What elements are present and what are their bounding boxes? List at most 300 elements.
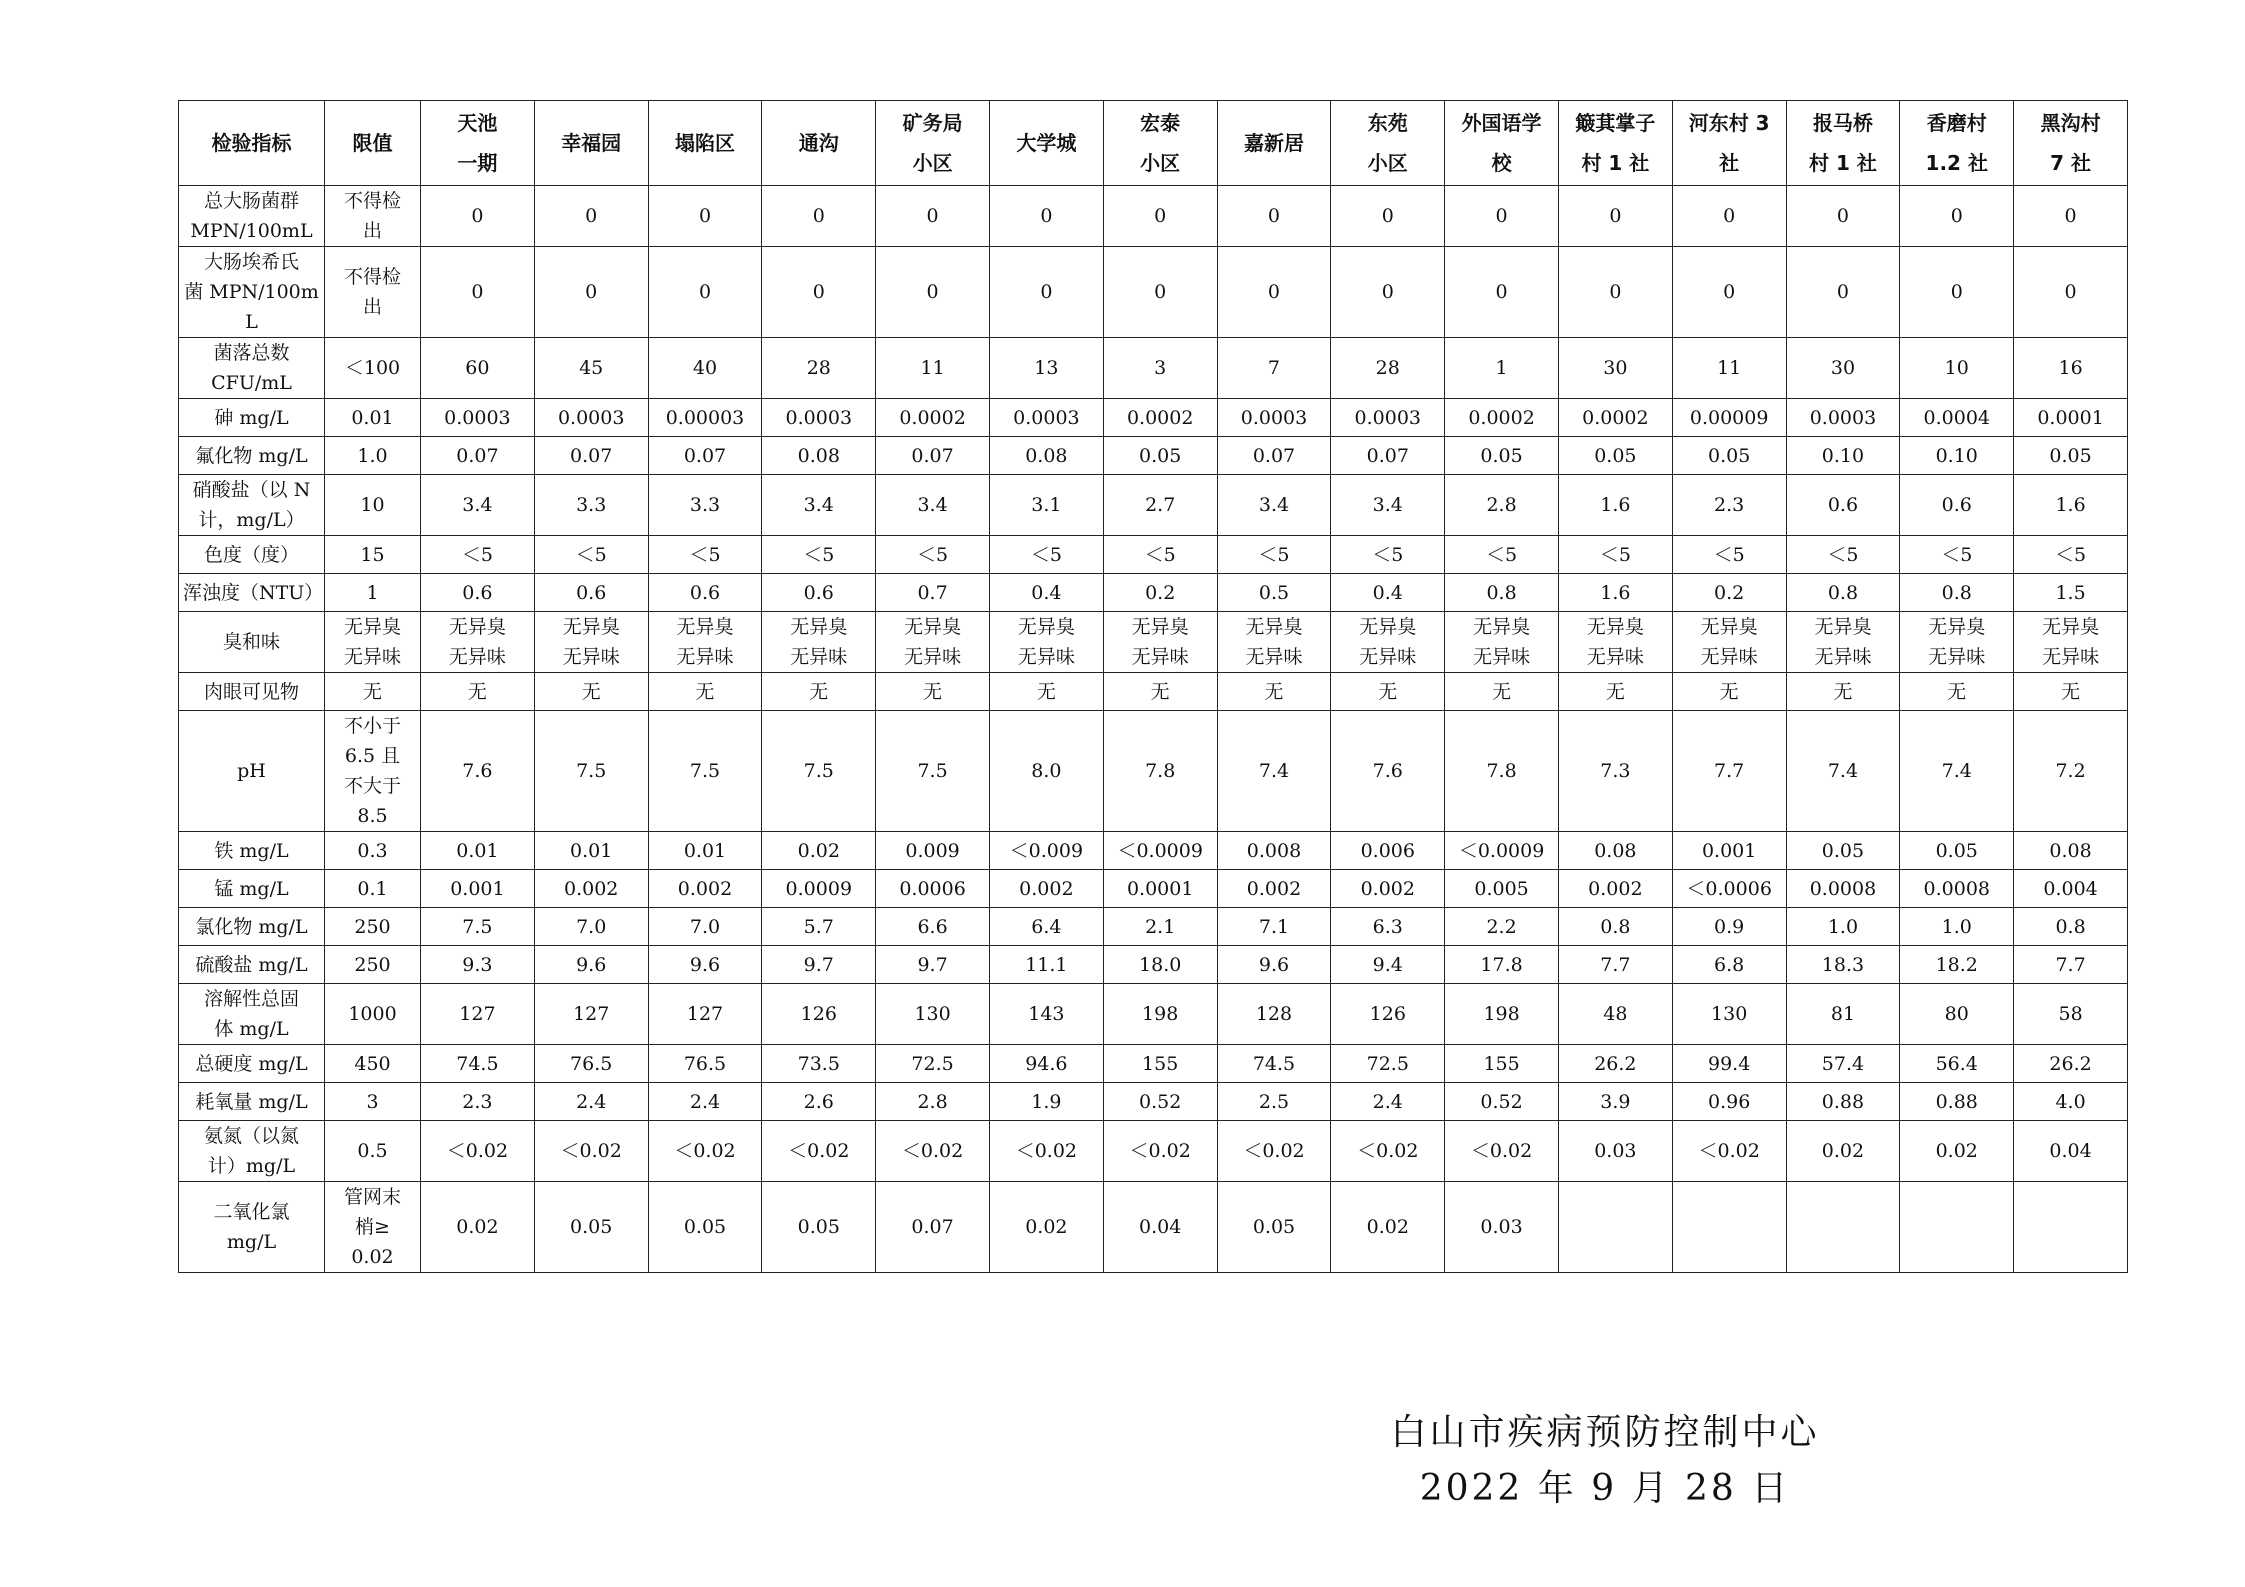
table-cell: ＜5 xyxy=(2014,536,2128,574)
table-cell: 0.88 xyxy=(1786,1083,1900,1121)
table-cell: ＜5 xyxy=(876,536,990,574)
table-cell: 0.8 xyxy=(1558,908,1672,946)
row-limit: 250 xyxy=(325,908,421,946)
table-cell: 无 xyxy=(2014,673,2128,711)
table-cell: 2.7 xyxy=(1103,475,1217,536)
table-cell: 4.0 xyxy=(2014,1083,2128,1121)
table-cell: 0 xyxy=(1217,247,1331,338)
table-cell: 30 xyxy=(1786,338,1900,399)
table-cell: 无 xyxy=(989,673,1103,711)
table-cell: 0.002 xyxy=(534,870,648,908)
table-cell: 无异臭 无异味 xyxy=(1900,612,2014,673)
table-cell: ＜0.02 xyxy=(1672,1121,1786,1182)
table-cell: 2.6 xyxy=(762,1083,876,1121)
table-cell: 94.6 xyxy=(989,1045,1103,1083)
table-cell: 0.0001 xyxy=(2014,399,2128,437)
table-cell: 无 xyxy=(762,673,876,711)
table-cell: 0.0002 xyxy=(1445,399,1559,437)
table-cell: 13 xyxy=(989,338,1103,399)
row-limit: ＜100 xyxy=(325,338,421,399)
table-cell: 0.001 xyxy=(421,870,535,908)
table-cell: 60 xyxy=(421,338,535,399)
table-cell: 0.0003 xyxy=(421,399,535,437)
table-cell: ＜5 xyxy=(1558,536,1672,574)
table-cell: 7.7 xyxy=(1672,711,1786,832)
row-limit: 1 xyxy=(325,574,421,612)
table-cell: 9.6 xyxy=(648,946,762,984)
table-cell: 1.0 xyxy=(1786,908,1900,946)
table-cell: ＜0.0006 xyxy=(1672,870,1786,908)
table-cell: 72.5 xyxy=(876,1045,990,1083)
table-cell: 0.002 xyxy=(648,870,762,908)
header-site: 天池 一期 xyxy=(421,101,535,186)
table-cell: 2.8 xyxy=(876,1083,990,1121)
table-cell: 0 xyxy=(1672,186,1786,247)
table-cell: 9.6 xyxy=(534,946,648,984)
table-cell: 30 xyxy=(1558,338,1672,399)
table-cell: 11.1 xyxy=(989,946,1103,984)
table-cell: 99.4 xyxy=(1672,1045,1786,1083)
table-cell: 0.05 xyxy=(534,1182,648,1273)
table-cell: 7.5 xyxy=(876,711,990,832)
table-cell: 0.6 xyxy=(762,574,876,612)
table-cell: 7.3 xyxy=(1558,711,1672,832)
table-cell: 7.0 xyxy=(534,908,648,946)
table-cell: 0.05 xyxy=(2014,437,2128,475)
table-cell: 76.5 xyxy=(648,1045,762,1083)
table-cell: 无异臭 无异味 xyxy=(1103,612,1217,673)
table-cell: 0.002 xyxy=(989,870,1103,908)
row-limit: 不得检 出 xyxy=(325,186,421,247)
table-body xyxy=(179,186,2128,1273)
table-cell: 0 xyxy=(876,247,990,338)
row-limit: 250 xyxy=(325,946,421,984)
row-label: 溶解性总固 体 mg/L xyxy=(179,984,325,1045)
table-cell: 0.0003 xyxy=(762,399,876,437)
table-cell: 2.3 xyxy=(1672,475,1786,536)
table-row xyxy=(179,908,2128,946)
table-cell: 1.6 xyxy=(2014,475,2128,536)
table-cell: 0 xyxy=(762,186,876,247)
table-cell: 0.8 xyxy=(1445,574,1559,612)
table-cell: 0 xyxy=(989,247,1103,338)
table-cell: 0 xyxy=(1558,247,1672,338)
table-cell: 3.4 xyxy=(1331,475,1445,536)
table-cell: 2.4 xyxy=(648,1083,762,1121)
table-cell: 无异臭 无异味 xyxy=(762,612,876,673)
table-cell: 7.8 xyxy=(1445,711,1559,832)
table-cell: 130 xyxy=(1672,984,1786,1045)
table-cell: 2.1 xyxy=(1103,908,1217,946)
table-cell: 7.1 xyxy=(1217,908,1331,946)
row-label: 色度（度） xyxy=(179,536,325,574)
table-cell: 0.2 xyxy=(1103,574,1217,612)
table-cell: 0 xyxy=(1331,186,1445,247)
table-cell: 无异臭 无异味 xyxy=(1331,612,1445,673)
table-cell: 7.5 xyxy=(648,711,762,832)
table-cell: 0.002 xyxy=(1558,870,1672,908)
table-cell: 1.5 xyxy=(2014,574,2128,612)
table-row xyxy=(179,1083,2128,1121)
table-cell: 11 xyxy=(1672,338,1786,399)
table-cell: 0 xyxy=(1217,186,1331,247)
table-cell: 3.4 xyxy=(1217,475,1331,536)
row-limit: 不得检 出 xyxy=(325,247,421,338)
table-cell: ＜5 xyxy=(1217,536,1331,574)
row-label: 氯化物 mg/L xyxy=(179,908,325,946)
table-cell: 无 xyxy=(648,673,762,711)
table-cell: 0 xyxy=(534,247,648,338)
table-cell: 3.4 xyxy=(876,475,990,536)
header-site: 幸福园 xyxy=(534,101,648,186)
table-cell: 0.8 xyxy=(1900,574,2014,612)
table-cell: 0.07 xyxy=(876,437,990,475)
table-cell: 无异臭 无异味 xyxy=(1217,612,1331,673)
table-cell: 0.07 xyxy=(421,437,535,475)
table-cell: 56.4 xyxy=(1900,1045,2014,1083)
table-cell: 无异臭 无异味 xyxy=(876,612,990,673)
table-cell: 0.004 xyxy=(2014,870,2128,908)
table-cell: 130 xyxy=(876,984,990,1045)
table-cell: 0.05 xyxy=(1558,437,1672,475)
table-cell: ＜5 xyxy=(648,536,762,574)
table-row xyxy=(179,673,2128,711)
table-cell: 0.05 xyxy=(648,1182,762,1273)
table-cell: 2.2 xyxy=(1445,908,1559,946)
table-cell: 0 xyxy=(1445,247,1559,338)
table-cell: 0.6 xyxy=(534,574,648,612)
table-cell: 7.5 xyxy=(534,711,648,832)
row-limit: 1000 xyxy=(325,984,421,1045)
row-label: 浑浊度（NTU） xyxy=(179,574,325,612)
table-row xyxy=(179,1182,2128,1273)
table-cell: 76.5 xyxy=(534,1045,648,1083)
table-cell: 18.0 xyxy=(1103,946,1217,984)
table-cell: 6.3 xyxy=(1331,908,1445,946)
table-cell: 10 xyxy=(1900,338,2014,399)
table-cell: 126 xyxy=(1331,984,1445,1045)
table-cell: ＜0.02 xyxy=(648,1121,762,1182)
header-site: 矿务局 小区 xyxy=(876,101,990,186)
table-cell: 0.01 xyxy=(534,832,648,870)
table-cell xyxy=(2014,1182,2128,1273)
table-cell: 7.5 xyxy=(762,711,876,832)
table-cell: 5.7 xyxy=(762,908,876,946)
table-cell: 9.7 xyxy=(762,946,876,984)
table-cell: 0.0002 xyxy=(876,399,990,437)
header-site: 簸萁掌子 村 1 社 xyxy=(1558,101,1672,186)
table-cell xyxy=(1672,1182,1786,1273)
table-row xyxy=(179,984,2128,1045)
table-cell: ＜0.02 xyxy=(1445,1121,1559,1182)
row-limit: 10 xyxy=(325,475,421,536)
table-cell: 7.4 xyxy=(1786,711,1900,832)
table-cell: 2.3 xyxy=(421,1083,535,1121)
table-cell: 0.0008 xyxy=(1786,870,1900,908)
row-label: 大肠埃希氏 菌 MPN/100mL xyxy=(179,247,325,338)
table-cell: 0.05 xyxy=(762,1182,876,1273)
table-cell: 81 xyxy=(1786,984,1900,1045)
table-cell: ＜0.02 xyxy=(1217,1121,1331,1182)
table-cell: 45 xyxy=(534,338,648,399)
row-label: 氟化物 mg/L xyxy=(179,437,325,475)
table-cell: 198 xyxy=(1445,984,1559,1045)
table-cell: 26.2 xyxy=(1558,1045,1672,1083)
row-label: 锰 mg/L xyxy=(179,870,325,908)
table-cell: 0 xyxy=(762,247,876,338)
table-cell: 17.8 xyxy=(1445,946,1559,984)
table-cell: 0.0003 xyxy=(1217,399,1331,437)
table-cell: ＜5 xyxy=(1900,536,2014,574)
signature-block xyxy=(1390,1405,1820,1517)
table-cell: 0.4 xyxy=(989,574,1103,612)
table-cell: 0.07 xyxy=(1217,437,1331,475)
table-cell: 40 xyxy=(648,338,762,399)
table-cell: 28 xyxy=(1331,338,1445,399)
row-label: 硫酸盐 mg/L xyxy=(179,946,325,984)
table-cell: ＜0.02 xyxy=(876,1121,990,1182)
table-cell: 0.0003 xyxy=(1331,399,1445,437)
table-cell: 6.6 xyxy=(876,908,990,946)
table-cell: 0.0002 xyxy=(1558,399,1672,437)
table-row xyxy=(179,475,2128,536)
table-cell: 128 xyxy=(1217,984,1331,1045)
table-cell: 3.3 xyxy=(534,475,648,536)
table-cell: 0 xyxy=(2014,247,2128,338)
table-cell: 7 xyxy=(1217,338,1331,399)
row-label: 耗氧量 mg/L xyxy=(179,1083,325,1121)
table-cell: 80 xyxy=(1900,984,2014,1045)
table-cell: ＜0.0009 xyxy=(1103,832,1217,870)
table-cell: ＜0.02 xyxy=(989,1121,1103,1182)
table-cell: 7.6 xyxy=(421,711,535,832)
table-cell: 7.7 xyxy=(1558,946,1672,984)
table-cell: 0.02 xyxy=(989,1182,1103,1273)
table-row xyxy=(179,832,2128,870)
table-cell: 3.3 xyxy=(648,475,762,536)
table-cell: 0.08 xyxy=(1558,832,1672,870)
header-site: 大学城 xyxy=(989,101,1103,186)
header-site: 宏泰 小区 xyxy=(1103,101,1217,186)
table-cell: 无 xyxy=(1103,673,1217,711)
table-cell: 7.4 xyxy=(1900,711,2014,832)
row-limit: 无 xyxy=(325,673,421,711)
water-quality-table xyxy=(178,100,2128,1273)
table-cell: 0.88 xyxy=(1900,1083,2014,1121)
row-limit: 0.01 xyxy=(325,399,421,437)
table-cell: 3.1 xyxy=(989,475,1103,536)
header-site: 河东村 3 社 xyxy=(1672,101,1786,186)
table-cell: 无 xyxy=(1217,673,1331,711)
table-cell: 1 xyxy=(1445,338,1559,399)
table-cell: 0 xyxy=(534,186,648,247)
table-cell: 0 xyxy=(1900,247,2014,338)
table-cell: 2.4 xyxy=(1331,1083,1445,1121)
table-cell: 8.0 xyxy=(989,711,1103,832)
table-cell: 0.05 xyxy=(1900,832,2014,870)
table-cell: ＜0.009 xyxy=(989,832,1103,870)
table-cell: 0.0008 xyxy=(1900,870,2014,908)
table-cell: 0 xyxy=(1672,247,1786,338)
table-cell: 58 xyxy=(2014,984,2128,1045)
table-cell: 26.2 xyxy=(2014,1045,2128,1083)
table-cell: 0.0001 xyxy=(1103,870,1217,908)
table-cell: 7.7 xyxy=(2014,946,2128,984)
table-cell: 0.8 xyxy=(1786,574,1900,612)
table-cell: ＜5 xyxy=(1331,536,1445,574)
table-row xyxy=(179,574,2128,612)
table-cell: 6.4 xyxy=(989,908,1103,946)
table-cell: 无 xyxy=(1786,673,1900,711)
row-label: 铁 mg/L xyxy=(179,832,325,870)
row-label: 总硬度 mg/L xyxy=(179,1045,325,1083)
row-limit: 1.0 xyxy=(325,437,421,475)
table-cell: 无异臭 无异味 xyxy=(648,612,762,673)
table-cell: 0.0002 xyxy=(1103,399,1217,437)
table-cell: 0.02 xyxy=(421,1182,535,1273)
table-cell: 74.5 xyxy=(421,1045,535,1083)
table-cell: 0.005 xyxy=(1445,870,1559,908)
table-cell xyxy=(1900,1182,2014,1273)
header-site: 塌陷区 xyxy=(648,101,762,186)
table-cell: 0 xyxy=(421,247,535,338)
table-cell: 0.8 xyxy=(2014,908,2128,946)
table-cell: 0 xyxy=(989,186,1103,247)
row-label: pH xyxy=(179,711,325,832)
table-cell: 18.2 xyxy=(1900,946,2014,984)
row-limit: 3 xyxy=(325,1083,421,1121)
table-cell: 7.4 xyxy=(1217,711,1331,832)
table-cell: 0.01 xyxy=(648,832,762,870)
table-cell: 0.00003 xyxy=(648,399,762,437)
table-row xyxy=(179,1045,2128,1083)
table-cell: 0.6 xyxy=(1900,475,2014,536)
table-cell: 无异臭 无异味 xyxy=(1672,612,1786,673)
table-cell: 16 xyxy=(2014,338,2128,399)
row-label: 硝酸盐（以 N 计，mg/L） xyxy=(179,475,325,536)
row-limit: 不小于 6.5 且 不大于 8.5 xyxy=(325,711,421,832)
table-row xyxy=(179,946,2128,984)
table-cell: 1.6 xyxy=(1558,574,1672,612)
table-cell: 57.4 xyxy=(1786,1045,1900,1083)
table-cell: 0.6 xyxy=(1786,475,1900,536)
row-label: 臭和味 xyxy=(179,612,325,673)
table-cell: 0.9 xyxy=(1672,908,1786,946)
table-cell: 无 xyxy=(1331,673,1445,711)
table-row xyxy=(179,1121,2128,1182)
table-cell: 0 xyxy=(1786,247,1900,338)
table-cell: ＜5 xyxy=(534,536,648,574)
table-cell: 0 xyxy=(648,186,762,247)
table-cell: ＜0.02 xyxy=(762,1121,876,1182)
table-row xyxy=(179,338,2128,399)
table-cell: 73.5 xyxy=(762,1045,876,1083)
table-cell: 0.05 xyxy=(1445,437,1559,475)
table-cell: 0.02 xyxy=(1900,1121,2014,1182)
table-cell: 0.2 xyxy=(1672,574,1786,612)
table-cell: 无异臭 无异味 xyxy=(989,612,1103,673)
table-cell: 155 xyxy=(1103,1045,1217,1083)
table-cell: 7.2 xyxy=(2014,711,2128,832)
table-cell: 0.0006 xyxy=(876,870,990,908)
header-site: 通沟 xyxy=(762,101,876,186)
table-cell xyxy=(1786,1182,1900,1273)
table-cell: 0.07 xyxy=(648,437,762,475)
table-cell: ＜5 xyxy=(989,536,1103,574)
table-cell: ＜0.02 xyxy=(1103,1121,1217,1182)
table-cell: 74.5 xyxy=(1217,1045,1331,1083)
table-cell: ＜5 xyxy=(1103,536,1217,574)
header-site: 报马桥 村 1 社 xyxy=(1786,101,1900,186)
header-site: 东苑 小区 xyxy=(1331,101,1445,186)
table-cell: 无异臭 无异味 xyxy=(421,612,535,673)
table-cell: 0.10 xyxy=(1900,437,2014,475)
table-cell: 0 xyxy=(1445,186,1559,247)
table-cell: 0.4 xyxy=(1331,574,1445,612)
table-cell: 3 xyxy=(1103,338,1217,399)
table-cell: 0.002 xyxy=(1217,870,1331,908)
row-limit: 15 xyxy=(325,536,421,574)
table-cell: 9.4 xyxy=(1331,946,1445,984)
table-cell: 9.3 xyxy=(421,946,535,984)
table-cell: 7.5 xyxy=(421,908,535,946)
row-label: 菌落总数 CFU/mL xyxy=(179,338,325,399)
header-site: 嘉新居 xyxy=(1217,101,1331,186)
row-label: 二氧化氯 mg/L xyxy=(179,1182,325,1273)
table-cell: 0.6 xyxy=(648,574,762,612)
table-cell: 0 xyxy=(1558,186,1672,247)
table-cell: 2.4 xyxy=(534,1083,648,1121)
table-cell: 0.7 xyxy=(876,574,990,612)
table-row xyxy=(179,437,2128,475)
table-cell: 28 xyxy=(762,338,876,399)
table-cell: 0.00009 xyxy=(1672,399,1786,437)
table-cell: 0.008 xyxy=(1217,832,1331,870)
table-cell: 2.5 xyxy=(1217,1083,1331,1121)
table-cell: 0.05 xyxy=(1672,437,1786,475)
table-row xyxy=(179,399,2128,437)
table-cell: 无异臭 无异味 xyxy=(1445,612,1559,673)
table-cell: 0.05 xyxy=(1217,1182,1331,1273)
table-cell: 0 xyxy=(1331,247,1445,338)
table-cell: ＜0.02 xyxy=(534,1121,648,1182)
table-cell: 0 xyxy=(2014,186,2128,247)
table-cell: 无 xyxy=(421,673,535,711)
table-cell: 1.0 xyxy=(1900,908,2014,946)
table-cell: ＜0.02 xyxy=(1331,1121,1445,1182)
row-limit: 0.3 xyxy=(325,832,421,870)
header-site: 黑沟村 7 社 xyxy=(2014,101,2128,186)
table-cell: 无 xyxy=(1672,673,1786,711)
table-cell: 0.006 xyxy=(1331,832,1445,870)
table-cell: 无 xyxy=(1900,673,2014,711)
table-cell: ＜5 xyxy=(1672,536,1786,574)
header-indicator: 检验指标 xyxy=(179,101,325,186)
table-cell: 0.6 xyxy=(421,574,535,612)
table-cell xyxy=(1558,1182,1672,1273)
signature-date: 2022 年 9 月 28 日 xyxy=(1419,1468,1791,1509)
table-cell: 0 xyxy=(421,186,535,247)
table-cell: 0.07 xyxy=(876,1182,990,1273)
table-cell: 0.001 xyxy=(1672,832,1786,870)
table-cell: 0.04 xyxy=(1103,1182,1217,1273)
header-site: 香磨村 1.2 社 xyxy=(1900,101,2014,186)
table-cell: 1.9 xyxy=(989,1083,1103,1121)
table-cell: 0.002 xyxy=(1331,870,1445,908)
table-cell: 155 xyxy=(1445,1045,1559,1083)
table-cell: 0.009 xyxy=(876,832,990,870)
table-cell: 无 xyxy=(1558,673,1672,711)
